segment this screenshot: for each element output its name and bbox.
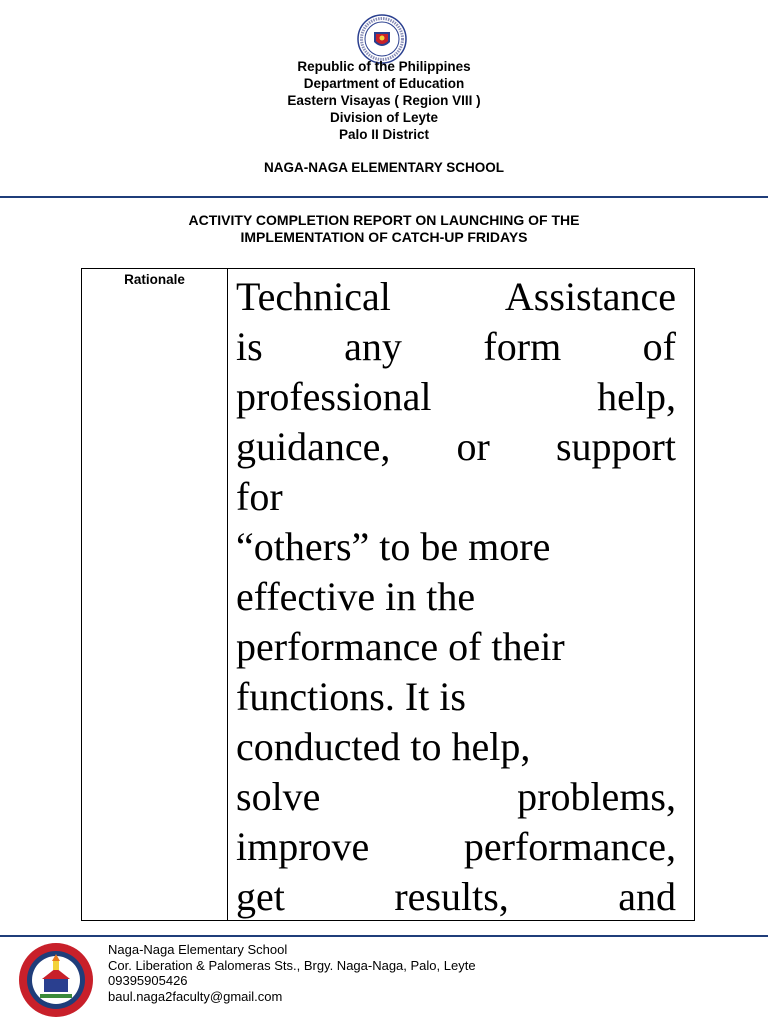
- rationale-line: [236, 322, 676, 372]
- rationale-line: [236, 672, 676, 722]
- rationale-table: [81, 268, 695, 921]
- rationale-word: for: [236, 474, 283, 519]
- header-line: Division of Leyte: [329, 110, 439, 125]
- header-divider: [0, 196, 768, 198]
- rationale-word: is: [236, 324, 263, 369]
- rationale-line: [236, 822, 676, 872]
- rationale-line: [236, 422, 676, 472]
- rationale-line: [236, 722, 676, 772]
- header-line: Department of Education: [303, 76, 465, 91]
- rationale-word: performance of their: [236, 624, 565, 669]
- rationale-line: [236, 622, 676, 672]
- rationale-word: Technical: [236, 274, 391, 319]
- rationale-word: functions. It is: [236, 674, 466, 719]
- agency-header: [0, 58, 768, 143]
- rationale-line: [236, 872, 676, 921]
- rationale-word: get: [236, 874, 285, 919]
- report-title-line: IMPLEMENTATION OF CATCH-UP FRIDAYS: [240, 229, 528, 245]
- rationale-word: support: [555, 424, 676, 469]
- rationale-line: [236, 772, 676, 822]
- report-title: [0, 212, 768, 246]
- report-title-line: ACTIVITY COMPLETION REPORT ON LAUNCHING OF THE: [188, 212, 580, 228]
- rationale-word: help,: [597, 374, 676, 419]
- deped-seal-icon: [357, 14, 407, 64]
- rationale-word: results,: [394, 874, 509, 919]
- rationale-word: form: [483, 324, 562, 369]
- rationale-word: improve: [236, 824, 370, 869]
- rationale-line: [236, 572, 676, 622]
- footer-address: Cor. Liberation & Palomeras Sts., Brgy. Naga-Naga, Palo, Leyte: [108, 957, 476, 973]
- rationale-word: and: [618, 874, 676, 919]
- rationale-line: [236, 522, 676, 572]
- rationale-word: solve: [236, 774, 321, 819]
- rationale-word: or: [456, 424, 490, 469]
- rationale-word: effective in the: [236, 574, 476, 619]
- rationale-label: Rationale: [82, 269, 228, 920]
- rationale-text: [236, 269, 676, 921]
- header-line: Eastern Visayas ( Region VIII ): [287, 93, 481, 108]
- rationale-word: professional: [236, 374, 432, 419]
- footer-email[interactable]: baul.naga2faculty@gmail.com: [108, 988, 283, 1004]
- rationale-line: [236, 472, 676, 522]
- rationale-word: “others” to be more: [236, 524, 551, 569]
- rationale-word: performance,: [463, 824, 676, 869]
- header-line: Republic of the Philippines: [297, 59, 471, 74]
- rationale-word: Assistance: [504, 274, 676, 319]
- footer-school: Naga-Naga Elementary School: [108, 942, 288, 957]
- rationale-word: problems,: [517, 774, 676, 819]
- footer-phone: 09395905426: [108, 973, 188, 988]
- rationale-line: [236, 272, 676, 322]
- footer-contact: [108, 942, 476, 1004]
- header-line: Palo II District: [338, 127, 430, 142]
- rationale-word: conducted to help,: [236, 724, 531, 769]
- footer-divider: [0, 935, 768, 937]
- school-logo-icon: [18, 942, 94, 1018]
- rationale-word: any: [344, 324, 402, 369]
- rationale-word: of: [642, 324, 676, 369]
- rationale-word: guidance,: [236, 424, 391, 469]
- school-name: NAGA-NAGA ELEMENTARY SCHOOL: [263, 160, 504, 175]
- rationale-line: [236, 372, 676, 422]
